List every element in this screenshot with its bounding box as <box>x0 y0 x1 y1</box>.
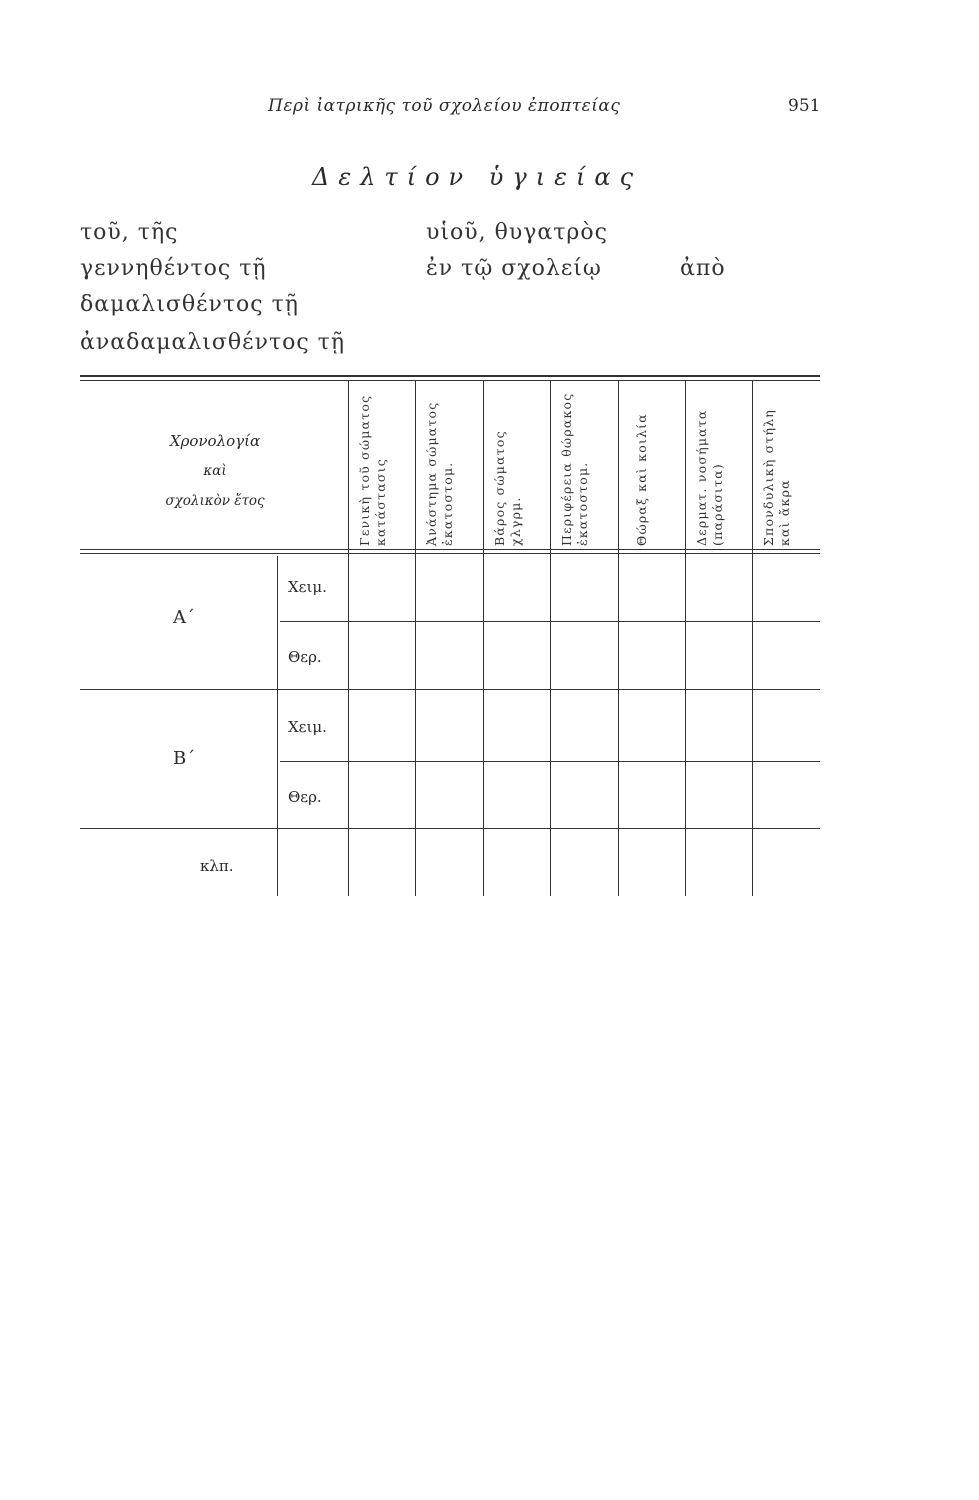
page-number: 951 <box>788 96 821 116</box>
stub-header-chronology: Χρονολογία <box>169 432 261 450</box>
stub-header-school-year: σχολικὸν ἔτος <box>165 493 265 509</box>
row-rule-b-winter <box>280 761 820 762</box>
field-genitive-label: τοῦ, τῆς <box>80 220 179 245</box>
column-header-weight: Βάρος σώματος χλγρμ. <box>492 430 523 546</box>
column-divider <box>483 381 484 896</box>
row-rule-a-winter <box>280 621 820 622</box>
stub-inner-divider <box>277 556 278 896</box>
row-rule-b <box>80 828 820 829</box>
running-head: Περὶ ἰατρικῆς τοῦ σχολείου ἐποπτείας <box>268 96 621 116</box>
season-label-winter-a: Χειμ. <box>288 578 327 596</box>
column-header-spine-limbs: Σπονδυλικὴ στήλη καὶ ἄκρα <box>761 409 792 546</box>
year-label-a: Α΄ <box>173 607 195 628</box>
column-header-height: Ἀνάστημα σώματος ἑκατοστομ. <box>424 401 455 546</box>
table-top-rule <box>80 375 820 377</box>
stub-header <box>140 426 290 516</box>
column-divider <box>685 381 686 896</box>
season-label-winter-b: Χειμ. <box>288 718 327 736</box>
column-divider <box>348 381 349 896</box>
season-label-summer-b: Θερ. <box>288 788 322 806</box>
header-bottom-rule-thin <box>80 553 820 554</box>
season-label-summer-a: Θερ. <box>288 648 322 666</box>
field-vaccinated-label: δαμαλισθέντος τῇ <box>80 292 299 317</box>
field-from-label: ἀπὸ <box>680 256 726 281</box>
column-divider <box>550 381 551 896</box>
row-rule-a <box>80 689 820 690</box>
header-bottom-rule <box>80 549 820 550</box>
column-divider <box>618 381 619 896</box>
field-born-label: γεννηθέντος τῇ <box>80 256 267 281</box>
field-school-label: ἐν τῷ σχολείῳ <box>426 256 602 281</box>
etc-label: κλπ. <box>200 857 234 875</box>
table-top-rule-thin <box>80 380 820 381</box>
stub-header-and: καὶ <box>203 463 227 479</box>
column-header-chest-circumference: Περιφέρεια θώρακος ἑκατοστομ. <box>559 392 590 546</box>
column-header-general-condition: Γενικὴ τοῦ σώματος κατάστασις <box>357 394 388 546</box>
column-divider <box>752 381 753 896</box>
field-son-daughter-label: υἱοῦ, θυγατρὸς <box>426 220 608 245</box>
year-label-b: Β΄ <box>173 748 196 769</box>
field-revaccinated-label: ἀναδαμαλισθέντος τῇ <box>80 330 346 355</box>
column-divider <box>415 381 416 896</box>
form-title: Δελτίον ὑγιείας <box>312 163 643 191</box>
column-header-thorax-abdomen: Θώραξ καὶ κοιλία <box>634 413 649 546</box>
column-header-skin-diseases: Δερματ. νοσήματα (παράσιτα) <box>694 409 725 546</box>
